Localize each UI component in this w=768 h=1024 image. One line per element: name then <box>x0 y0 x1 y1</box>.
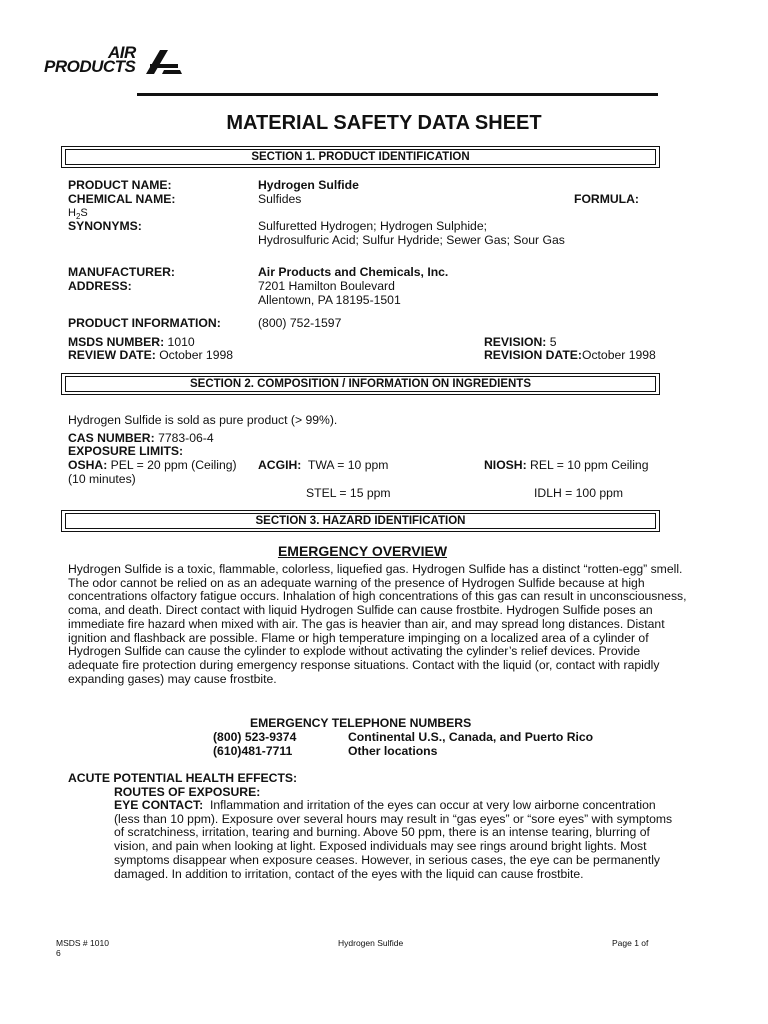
eye-contact-text: Inflammation and irritation of the eyes can occur at very low airborne concentration (less than 10 ppm). Exposure over several hours may result in “gas eyes” or “sore eyes” with symptoms of scratchiness, irritation, tearing and burning. Above 50 ppm, there is an intense tearing, blurring of vision, and pain when looking at light. Exposed individuals may see rings around bright lights. Most symptoms disappear when exposure ceases. However, in serious cases, the eye can be permanently damaged. In addition to irritation, contact of the eyes with the liquid can cause frostbite. <box>114 798 673 881</box>
review-date-label: REVIEW DATE: <box>68 348 156 362</box>
revision-date-label: REVISION DATE: <box>484 348 582 362</box>
emergency-overview-text: Hydrogen Sulfide is a toxic, flammable, colorless, liquefied gas. Hydrogen Sulfide has a distinct “rotten-egg” smell. The odor cannot be relied on as an adequate warning of the presence of Hydrogen Sulfide because at high concentrations olfactory fatigue occurs. Inhalation of high concentrations of this gas can result in unconsciousness, coma, and death. Direct contact with liquid Hydrogen Sulfide can cause frostbite. Hydrogen Sulfide poses an immediate fire hazard when mixed with air. The gas is heavier than air, and may spread long distances. Distant ignition and flashback are possible. Flame or high temperature impinging on a localized area of a cylinder of Hydrogen Sulfide can cause the cylinder to explode without activating the cylinder’s relief devices. Provide adequate fire protection during emergency response situations. Contact with the liquid (or, contact with rapidly expanding gases) may cause frostbite. <box>68 562 687 686</box>
section-3-header <box>61 510 660 532</box>
acgih-stel: STEL = 15 ppm <box>306 486 391 500</box>
osha-label: OSHA: <box>68 458 108 472</box>
formula-value: $H_2S$ <box>68 207 88 222</box>
phone-1-region: Continental U.S., Canada, and Puerto Rico <box>348 730 594 744</box>
osha-limit <box>68 458 237 472</box>
revision <box>484 335 556 349</box>
chemical-name-value: Sulfides <box>258 192 302 206</box>
osha-value: PEL = 20 ppm (Ceiling) <box>110 458 237 472</box>
msds-number-value: 1010 <box>167 335 195 349</box>
emergency-phones-title: EMERGENCY TELEPHONE NUMBERS <box>250 716 472 730</box>
footer-page-total: 6 <box>56 948 61 958</box>
formula-label: FORMULA: <box>574 192 639 206</box>
phone-1-number: (800) 523-9374 <box>213 730 297 744</box>
footer-msds-number: MSDS # 1010 <box>56 938 109 948</box>
document-title: MATERIAL SAFETY DATA SHEET <box>226 112 542 134</box>
synonyms-line1: Sulfuretted Hydrogen; Hydrogen Sulphide; <box>258 219 487 233</box>
chemical-name-label: CHEMICAL NAME: <box>68 192 176 206</box>
msds-number <box>68 335 195 349</box>
product-info-label: PRODUCT INFORMATION: <box>68 316 221 330</box>
revision-label: REVISION: <box>484 335 547 349</box>
osha-note: (10 minutes) <box>68 472 136 486</box>
section-2-header <box>61 373 660 395</box>
eye-contact-paragraph <box>114 799 674 881</box>
header-rule <box>137 93 658 96</box>
product-name-value: Hydrogen Sulfide <box>258 178 359 192</box>
routes-of-exposure-label: ROUTES OF EXPOSURE: <box>114 785 261 799</box>
section-1-title: SECTION 1. PRODUCT IDENTIFICATION <box>65 149 656 165</box>
emergency-overview-title: EMERGENCY OVERVIEW <box>277 543 448 559</box>
manufacturer-label: MANUFACTURER: <box>68 265 175 279</box>
eye-contact-label: EYE CONTACT: <box>114 798 204 812</box>
cas-number-value: 7783-06-4 <box>158 431 214 445</box>
product-name-label: PRODUCT NAME: <box>68 178 172 192</box>
air-products-mark-icon <box>144 48 224 78</box>
niosh-limit <box>484 458 649 472</box>
acgih-twa: TWA = 10 ppm <box>307 458 389 472</box>
phone-2-region: Other locations <box>348 744 438 758</box>
footer-product-name: Hydrogen Sulfide <box>338 938 404 948</box>
address-label: ADDRESS: <box>68 279 132 293</box>
air-products-logo <box>44 44 184 78</box>
address-line2: Allentown, PA 18195-1501 <box>258 293 401 307</box>
product-info-value: (800) 752-1597 <box>258 316 342 330</box>
msds-number-label: MSDS NUMBER: <box>68 335 165 349</box>
logo-line1: AIR <box>108 43 136 62</box>
section-1-header <box>61 146 660 168</box>
acgih-label: ACGIH: <box>258 458 302 472</box>
cas-number <box>68 431 214 445</box>
address-line1: 7201 Hamilton Boulevard <box>258 279 395 293</box>
acgih-limit <box>258 458 388 472</box>
acute-health-effects-label: ACUTE POTENTIAL HEALTH EFFECTS: <box>68 771 298 785</box>
section-3-title: SECTION 3. HAZARD IDENTIFICATION <box>65 513 656 529</box>
revision-date <box>484 348 656 362</box>
niosh-rel: REL = 10 ppm Ceiling <box>530 458 649 472</box>
sold-as-text: Hydrogen Sulfide is sold as pure product (> 99%). <box>68 413 338 427</box>
synonyms-line2: Hydrosulfuric Acid; Sulfur Hydride; Sewer Gas; Sour Gas <box>258 233 565 247</box>
manufacturer-value: Air Products and Chemicals, Inc. <box>258 265 449 279</box>
revision-date-value: October 1998 <box>581 348 656 362</box>
cas-number-label: CAS NUMBER: <box>68 431 155 445</box>
synonyms-label: SYNONYMS: <box>68 219 142 233</box>
section-2-title: SECTION 2. COMPOSITION / INFORMATION ON INGREDIENTS <box>65 376 656 392</box>
phone-2-number: (610)481-7711 <box>213 744 293 758</box>
niosh-label: NIOSH: <box>484 458 527 472</box>
review-date <box>68 348 233 362</box>
footer-page-number: Page 1 of <box>612 938 649 948</box>
exposure-limits-label: EXPOSURE LIMITS: <box>68 444 184 458</box>
review-date-value: October 1998 <box>159 348 234 362</box>
revision-value: 5 <box>549 335 557 349</box>
logo-line2: PRODUCTS <box>44 57 136 76</box>
niosh-idlh: IDLH = 100 ppm <box>534 486 624 500</box>
